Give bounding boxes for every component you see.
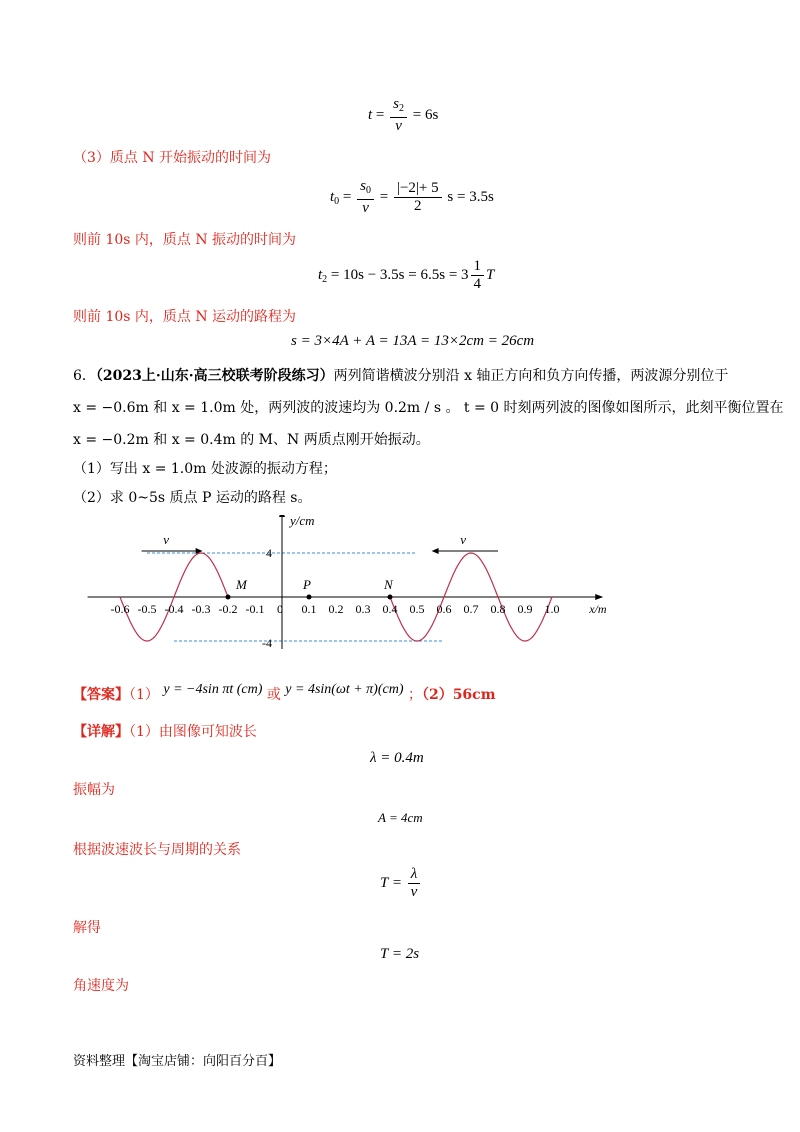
point-label-m: M bbox=[236, 577, 247, 592]
x-tick-label: -0.2 bbox=[218, 602, 238, 616]
x-tick-label: 1.0 bbox=[544, 602, 560, 616]
velocity-label-left: v bbox=[163, 532, 169, 547]
point-n bbox=[388, 595, 393, 600]
x-tick-label: 0.8 bbox=[490, 602, 506, 616]
equation-path: s = 3×4A + A = 13A = 13×2cm = 26cm bbox=[291, 333, 535, 349]
question-6-line3: x = −0.2m 和 x = 0.4m 的 M、N 两质点刚开始振动。 bbox=[73, 432, 430, 448]
question-6-sub2: （2）求 0~5s 质点 P 运动的路程 s。 bbox=[73, 490, 312, 506]
velocity-arrowhead-right bbox=[432, 548, 439, 554]
y-axis-arrow bbox=[279, 515, 285, 517]
x-tick-label: 0.5 bbox=[409, 602, 425, 616]
question-6-sub1: （1）写出 x = 1.0m 处波源的振动方程； bbox=[73, 461, 337, 477]
question-6-line2: x = −0.6m 和 x = 1.0m 处，两列波的波速均为 0.2m / s 。 t = 0 时刻两列波的图像如图所示，此刻平衡位置在 bbox=[73, 400, 784, 416]
equation-T-value: T = 2s bbox=[380, 946, 420, 962]
point-label-p: P bbox=[303, 577, 311, 592]
detail-line: 【详解】（1）由图像可知波长 bbox=[73, 724, 257, 740]
relation-label: 根据波速波长与周期的关系 bbox=[73, 842, 241, 858]
footer-source: 资料整理【淘宝店铺：向阳百分百】 bbox=[73, 1054, 282, 1069]
equation-T-lambda-v: T = $\frac{\lambda}{v}$ bbox=[380, 866, 422, 901]
answer-line: 【答案】（1） y = −4sin πt (cm) 或 y = 4sin(ωt + π)(cm) ；（2）56cm bbox=[73, 682, 496, 703]
solve-label: 解得 bbox=[73, 920, 101, 936]
x-tick-label: -0.4 bbox=[164, 602, 184, 616]
x-tick-label: 0.3 bbox=[355, 602, 371, 616]
velocity-label-right: v bbox=[460, 532, 466, 547]
x-tick-label: -0.5 bbox=[137, 602, 157, 616]
wave-graph bbox=[60, 515, 620, 655]
x-tick-label: -0.1 bbox=[245, 602, 265, 616]
point-p bbox=[307, 595, 312, 600]
x-tick-label: -0.6 bbox=[110, 602, 130, 616]
x-tick-label: 0.9 bbox=[517, 602, 533, 616]
equation-t0: $t_0$ = $\frac{s_0}{v}$ = $\frac{|-2|+ 5}{2}$ s = 3.5s bbox=[330, 178, 494, 216]
omega-label: 角速度为 bbox=[73, 978, 129, 994]
x-tick-label: 0.6 bbox=[436, 602, 452, 616]
y-tick-label: 4 bbox=[266, 546, 272, 560]
x-tick-label: 0.1 bbox=[301, 602, 317, 616]
point-m bbox=[226, 595, 231, 600]
equation-lambda: λ = 0.4m bbox=[370, 750, 424, 766]
x-axis-arrow bbox=[595, 594, 603, 600]
amplitude-label: 振幅为 bbox=[73, 782, 115, 798]
question-6-line1: 6．（2023上·山东·高三校联考阶段练习）两列简谐横波分别沿 x 轴正方向和负方向传播，两波源分别位于 bbox=[73, 368, 729, 384]
y-axis-label: y/cm bbox=[290, 515, 315, 528]
x-tick-label: -0.3 bbox=[191, 602, 211, 616]
y-tick-label: -4 bbox=[262, 636, 272, 650]
x-tick-label: 0 bbox=[277, 602, 283, 616]
text-10s-vibration: 则前 10s 内，质点 N 振动的时间为 bbox=[73, 232, 297, 248]
x-axis-label: x/m bbox=[589, 602, 607, 616]
equation-amplitude: A = 4cm bbox=[378, 810, 423, 825]
x-tick-label: 0.4 bbox=[382, 602, 398, 616]
equation-t2: $t_2 = 10s - 3.5s = 6.5s = 3$ $\frac{1}{4}$ T bbox=[318, 258, 495, 292]
point-label-n: N bbox=[384, 577, 393, 592]
text-10s-path: 则前 10s 内，质点 N 运动的路程为 bbox=[73, 309, 297, 325]
x-tick-label: 0.7 bbox=[463, 602, 479, 616]
x-tick-label: 0.2 bbox=[328, 602, 344, 616]
section-3-label: （3）质点 N 开始振动的时间为 bbox=[73, 150, 272, 166]
equation-t-s2-v: t = $\frac{s_2}{v}$ = 6s bbox=[368, 96, 439, 134]
